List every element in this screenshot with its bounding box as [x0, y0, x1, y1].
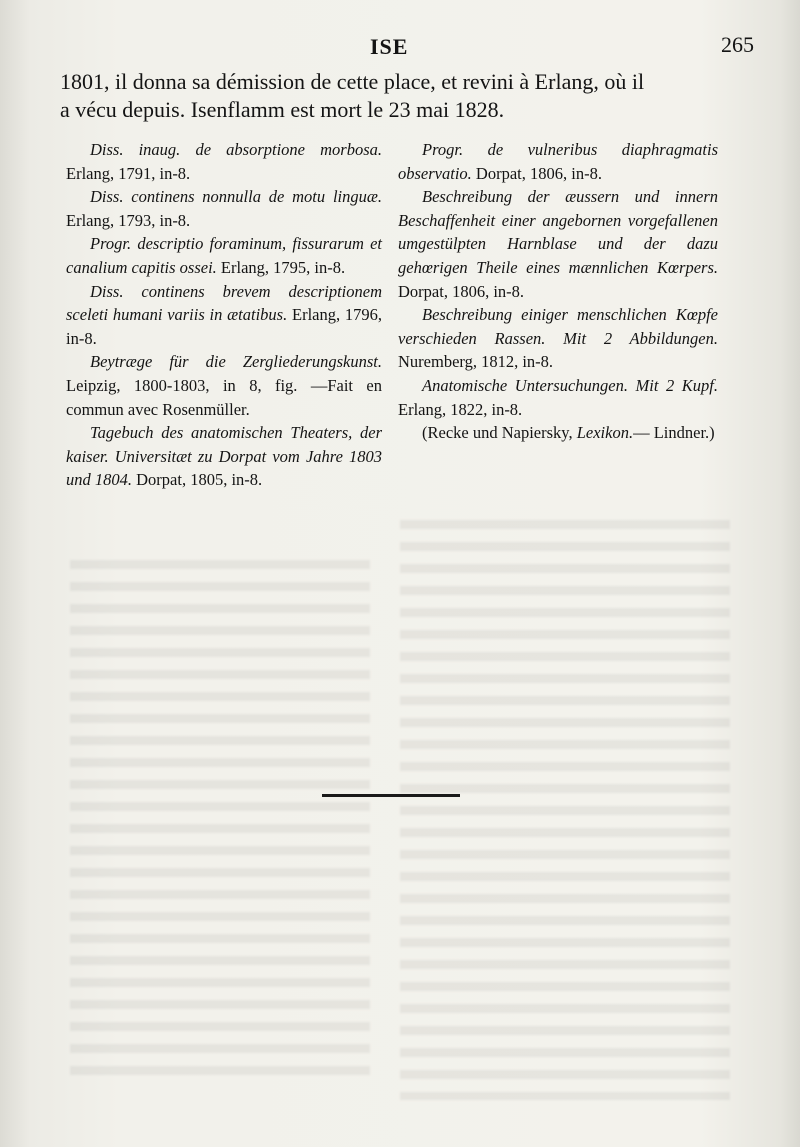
entry-details: Erlang, 1795, in-8.	[216, 257, 346, 277]
entry-title: Progr. de vulneribus diaphragmatis observatio.	[398, 140, 718, 183]
entry-details: Nuremberg, 1812, in-8.	[398, 352, 554, 372]
sources-note	[398, 421, 718, 445]
page-number: 265	[721, 32, 754, 57]
bibliography-entry	[66, 280, 382, 351]
entry-details: Erlang, 1822, in-8.	[398, 399, 523, 419]
bibliography-entry	[66, 138, 382, 185]
bibliography-right-column	[398, 138, 718, 445]
intro-line: 1801, il donna sa démission de cette place, et revini à Erlang, où il	[60, 69, 645, 94]
sources-open: (Recke und Napiersky,	[422, 423, 577, 443]
entry-details: Dorpat, 1805, in-8.	[132, 470, 263, 490]
bibliography-entry	[398, 374, 718, 421]
entry-title: Diss. inaug. de absorptione morbosa.	[90, 140, 382, 159]
entry-title: Tagebuch des anatomischen Theaters, der kaiser. Universitæt zu Dorpat vom Jahre 1803 und 1804.	[66, 423, 382, 490]
bibliography-entry	[66, 232, 382, 279]
entry-details: Dorpat, 1806, in-8.	[471, 163, 602, 183]
bibliography-entry	[66, 185, 382, 232]
section-divider-rule	[322, 794, 460, 797]
entry-title: Beschreibung der æussern und innern Beschaffenheit einer angebornen vorgefallenen umgestülpten Harnblase und der dazu gehœrigen Theile eines mænnlichen Kœrpers.	[398, 187, 718, 277]
bibliography-entry	[398, 138, 718, 185]
bibliography-entry	[66, 421, 382, 492]
entry-details: Leipzig, 1800-1803, in 8, fig. —Fait en commun avec Rosenmüller.	[66, 375, 382, 419]
entry-title: Beschreibung einiger menschlichen Kœpfe verschieden Rassen. Mit 2 Abbildungen.	[398, 305, 718, 348]
entry-details: Erlang, 1796, in-8.	[66, 305, 382, 348]
intro-line: a vécu depuis. Isenflamm est mort le 23 mai 1828.	[60, 97, 505, 122]
entry-details: Erlang, 1791, in-8.	[66, 163, 191, 183]
bibliography-entry	[398, 185, 718, 303]
entry-details: Dorpat, 1806, in-8.	[398, 281, 525, 301]
running-head: ISE	[370, 34, 409, 59]
page-header	[0, 28, 800, 58]
sources-title: Lexikon.	[576, 423, 634, 443]
intro-paragraph	[60, 68, 720, 124]
bibliography-entry	[398, 303, 718, 374]
entry-title: Diss. continens nonnulla de motu linguæ.	[90, 187, 382, 207]
sources-close: — Lindner.)	[633, 423, 715, 443]
entry-details: Erlang, 1793, in-8.	[66, 210, 191, 230]
entry-title: Anatomische Untersuchungen. Mit 2 Kupf.	[422, 375, 718, 395]
entry-title: Progr. descriptio foraminum, fissurarum et canalium capitis ossei.	[66, 234, 382, 277]
bibliography-entry	[66, 350, 382, 421]
bleed-through-right	[400, 520, 730, 1100]
entry-title: Diss. continens brevem descriptionem sceleti humani variis in ætatibus.	[66, 281, 382, 325]
entry-title: Beytræge für die Zergliederungskunst.	[90, 352, 382, 372]
bibliography-left-column	[66, 138, 382, 492]
bleed-through-left	[70, 560, 370, 1080]
